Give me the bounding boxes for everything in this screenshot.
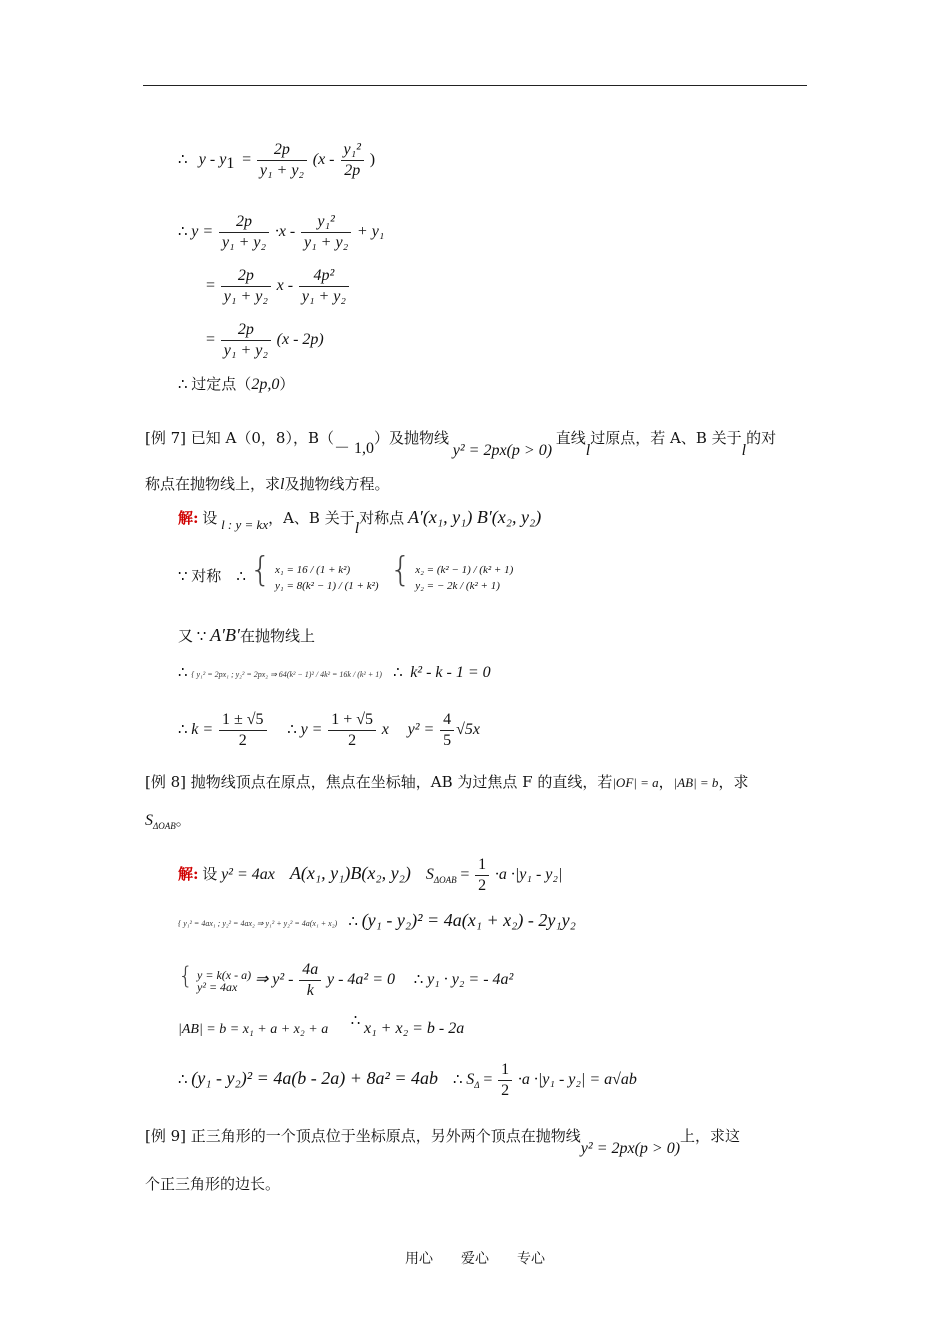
final-fraction: $\frac{1}{2}$ [498, 1060, 512, 1101]
step1-fraction: $\frac{2p}{\text{y₁ + y₂}}$ [257, 140, 307, 181]
ex9-line1: [例 9] 正三角形的一个顶点位于坐标原点，另外两个顶点在抛物线y² = 2px(p > 0)上，求这 [145, 1127, 741, 1157]
ex7-line1: [例 7] 已知 A（0，8），B（－ 1,0）及抛物线 y² = 2px(p > 0) 直线l过原点，若 A、B 关于l的对 [145, 429, 777, 459]
ex8-line2: $S_{\Delta OAB}$。 [145, 811, 191, 831]
ex7-line2: 称点在抛物线上，求l及抛物线方程。 [145, 475, 390, 493]
step4-line: = $\frac{2p}{\text{y₁ + y₂}}$ (x - 2p) [206, 321, 324, 359]
ex7-solution-line: 解: 设 l : y = kx，A、B 关于l对称点 A′(x₁, y₁) B′(x₂, y₂) [178, 507, 542, 537]
step2-fraction: $\frac{2p}{\text{y₁ + y₂}}$ [219, 212, 269, 253]
ex7-also-line: 又 ∵ A′B′在抛物线上 [178, 625, 315, 645]
page-footer: 用心 爱心 专心 [405, 1251, 545, 1267]
step4-fraction: $\frac{2p}{\text{y₁ + y₂}}$ [221, 320, 271, 361]
step3-fraction2: $\frac{\text{4p²}}{\text{y₁ + y₂}}$ [299, 266, 349, 307]
step1-lhs: y - y [198, 150, 227, 168]
ex8-ab-line: |AB| = b = x₁ + a + x₂ + a ∴ x₁ + x₂ = b - 2a [178, 1011, 465, 1037]
impl-fraction: $\frac{4a}{k}$ [299, 960, 321, 1001]
step3-fraction: $\frac{2p}{\text{y₁ + y₂}}$ [221, 266, 271, 307]
step3-line: = $\frac{2p}{\text{y₁ + y₂}}$ x - $\frac{\text{4p²}}{\text{y₁ + y₂}}$ [206, 266, 351, 307]
system-1: x₁ = 16 / (1 + k²) y₁ = 8(k² − 1) / (1 + k²) [275, 563, 379, 592]
y-fraction: $\frac{1 + √5}{2}$ [328, 710, 376, 751]
half-fraction: $\frac{1}{2}$ [475, 855, 489, 896]
k-fraction: $\frac{1 \pm √5}{2}$ [219, 710, 267, 751]
ex8-line1: [例 8] 抛物线顶点在原点，焦点在坐标轴，AB 为过焦点 F 的直线，若|OF| = a，|AB| = b，求 [145, 773, 749, 791]
header-rule [143, 85, 807, 86]
solution-label: 解: [178, 509, 199, 527]
step2-line: ∴ y = $\frac{2p}{\text{y₁ + y₂}}$ ·x - $\frac{\text{y₁²}}{\text{y₁ + y₂}}$ + y₁ [178, 213, 385, 251]
ex9-line2: 个正三角形的边长。 [145, 1175, 281, 1193]
parabola-fraction: $\frac{4}{5}$ [440, 710, 454, 751]
ex7-k-equation-line: ∴ { y₁² = 2px₁ ; y₂² = 2px₂ ⇒ 64(k² − 1)² / 4k² = 16k / (k² + 1) ∴ k² - k - 1 = 0 [178, 663, 491, 681]
system-2: x₂ = (k² − 1) / (k² + 1) y₂ = − 2k / (k² + 1) [415, 563, 514, 592]
fixed-point-line: ∴ 过定点（2p,0） [178, 375, 295, 393]
ex7-k-solution-line: ∴ k = $\frac{1 \pm √5}{2}$ ∴ y = $\frac{1 + √5}{2}$ x y² = $\frac{4}{5}$ √5x [178, 711, 480, 749]
ex8-solution-line: 解: 设 y² = 4ax A(x₁, y₁)B(x₂, y₂) $S_{\Delta OAB}$ = $\frac{1}{2}$ ·a ·|y₁ - y₂| [178, 856, 563, 894]
therefore-symbol: ∴ [178, 149, 188, 168]
ex8-final-line: ∴ (y₁ - y₂)² = 4a(b - 2a) + 8a² = 4ab ∴ $S_\Delta$ = $\frac{1}{2}$ ·a ·|y₁ - y₂| = a√ab [178, 1061, 637, 1099]
ex7-symmetry-line: ∵ 对称 ∴ { x₁ = 16 / (1 + k²) y₁ = 8(k² − 1) / (1 + k²) { x₂ = (k² − 1) / (k² + 1) y₂ = − 2k / (k² + 1) [178, 550, 514, 592]
ex8-line-system: { y = k(x - a) y² = 4ax ⇒ y² - $\frac{4a}{k}$ y - 4a² = 0 ∴ y₁ · y₂ = - 4a² [178, 961, 514, 999]
step1-fraction2: $\frac{\text{y₁²}}{2p}$ [341, 140, 364, 181]
step2-fraction2: $\frac{\text{y₁²}}{\text{y₁ + y₂}}$ [301, 212, 351, 253]
ex8-square-line: { y₁² = 4ax₁ ; y₂² = 4ax₂ ⇒ y₁² + y₂² = 4a(x₁ + x₂) ∴ (y₁ - y₂)² = 4a(x₁ + x₂) - 2y₁y₂ [178, 910, 576, 930]
step1-line: ∴ y - $y_1$ = $\frac{2p}{\text{y₁ + y₂}}$ (x - $\frac{\text{y₁²}}{2p}$ ) [178, 141, 376, 179]
